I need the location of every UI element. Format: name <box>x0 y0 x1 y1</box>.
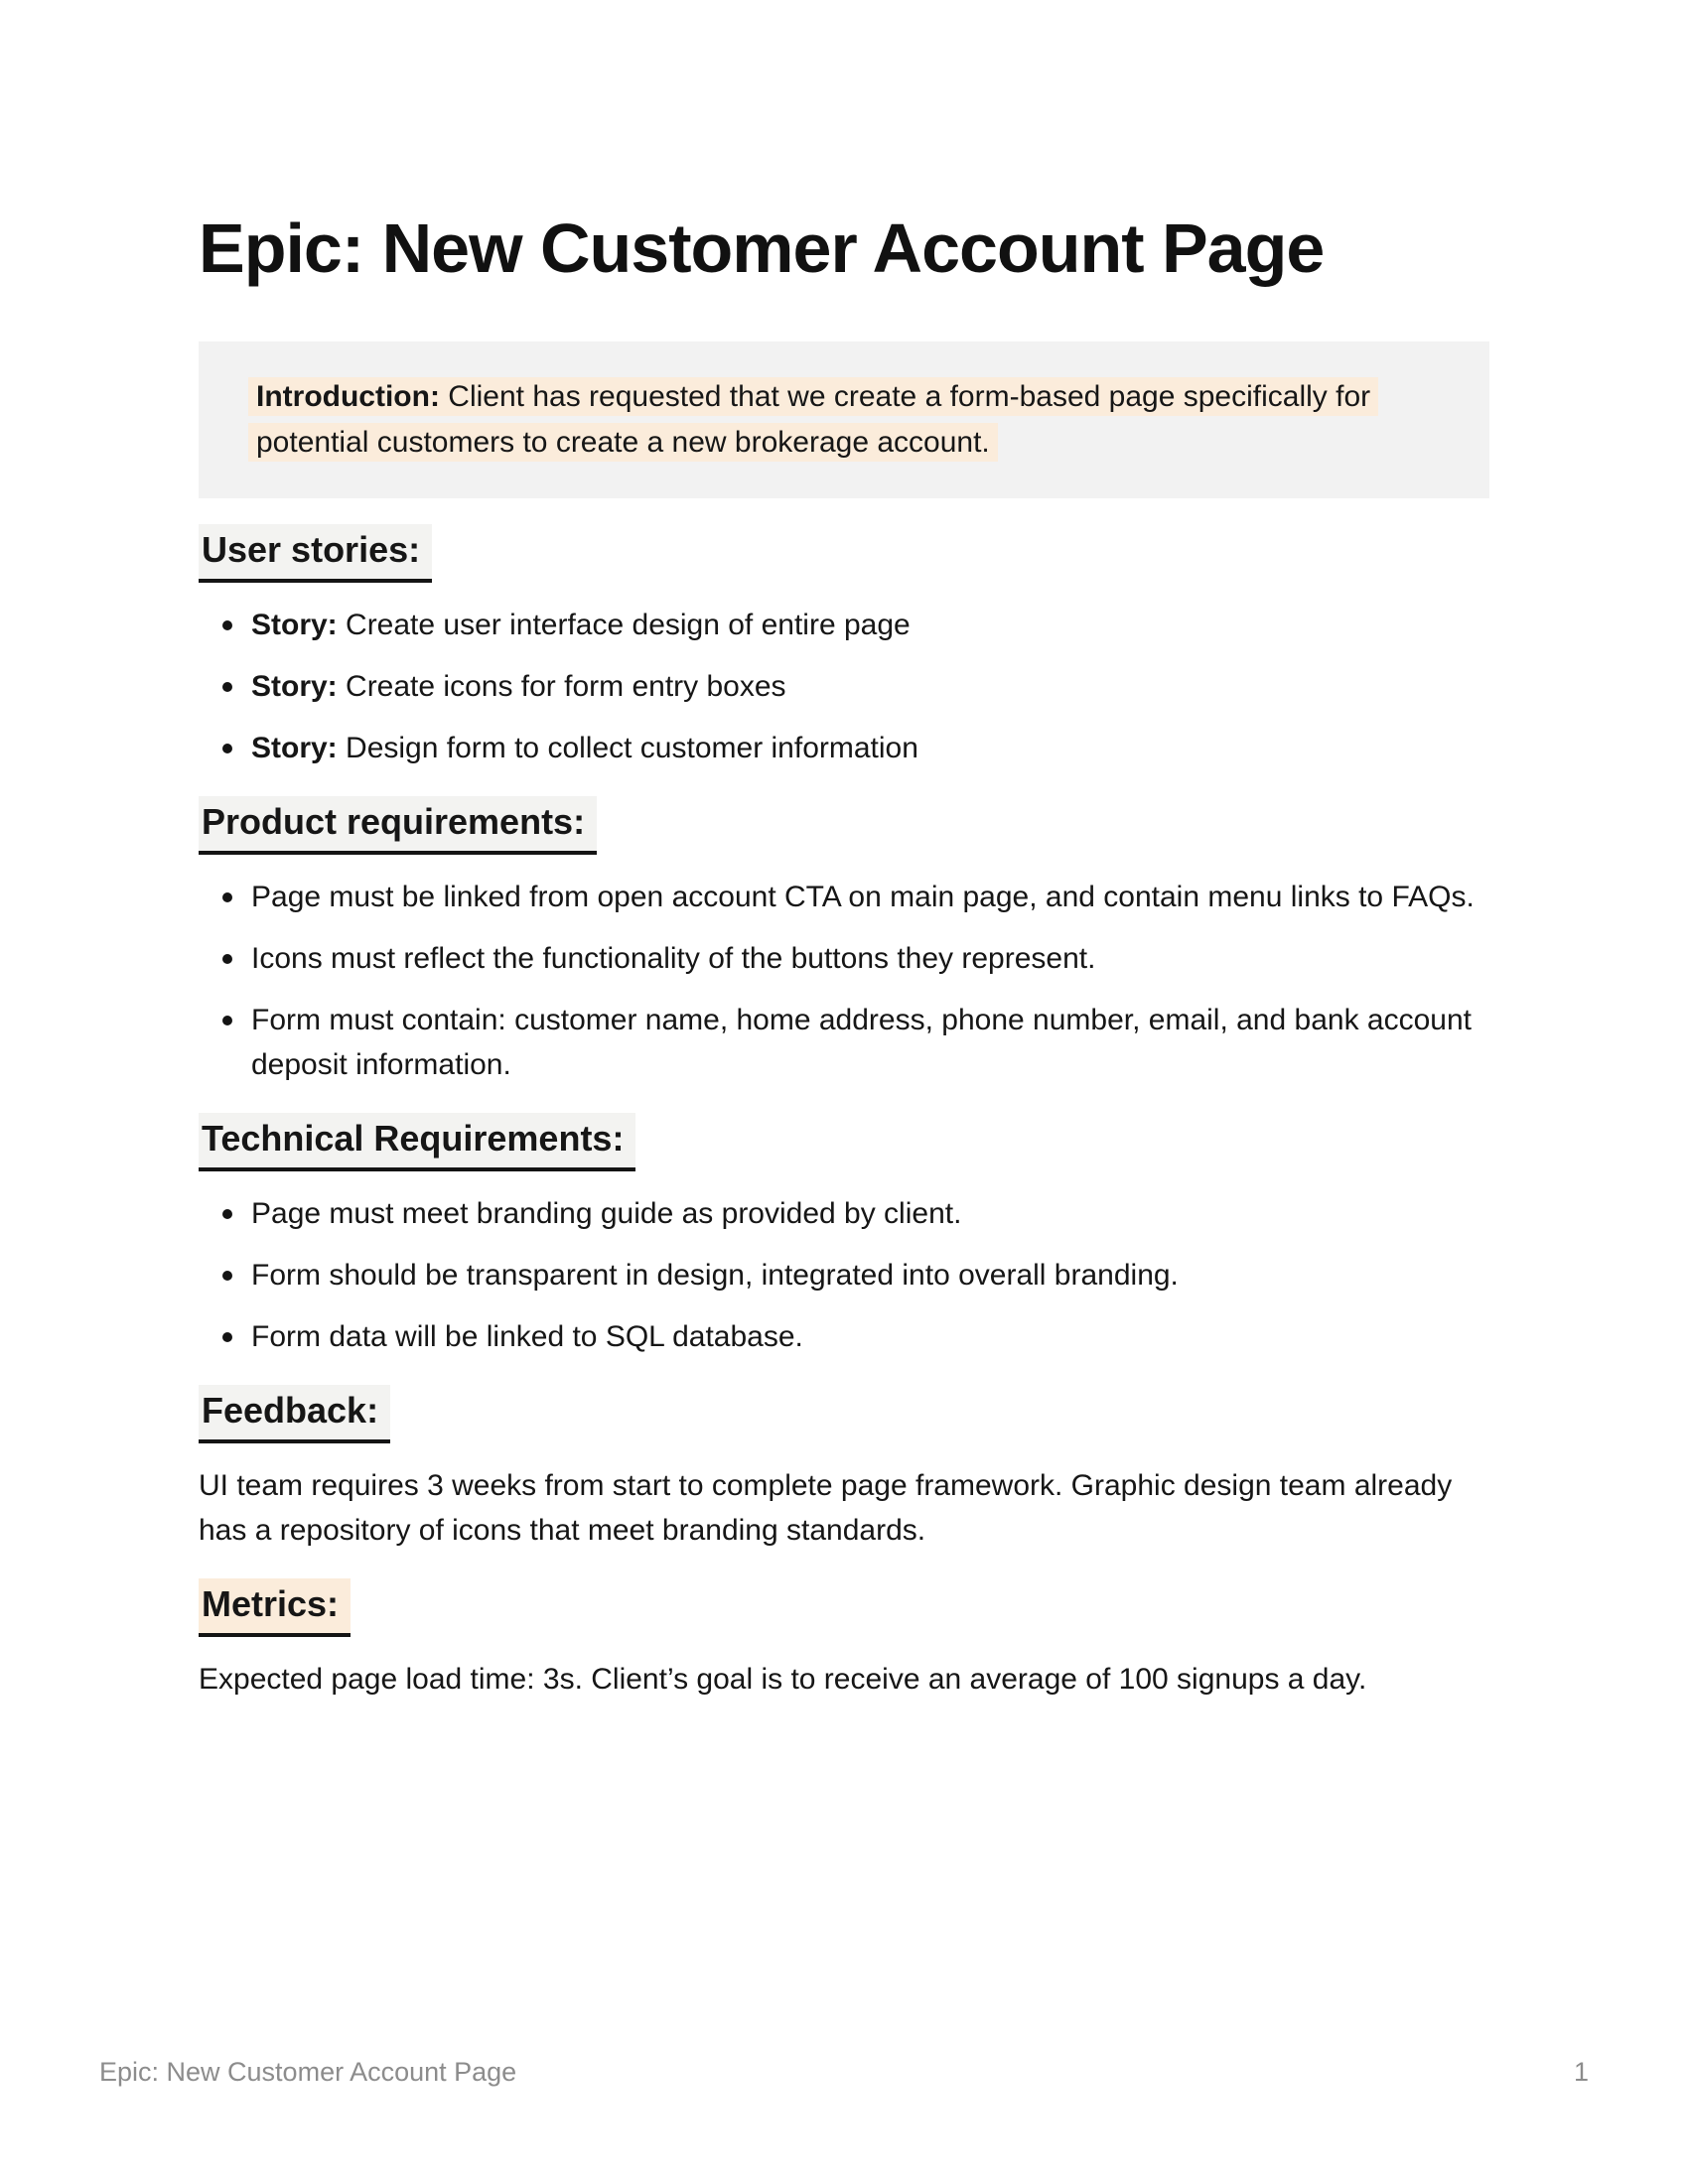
section-heading-user-stories: User stories: <box>199 524 1489 583</box>
bullet-text: Page must be linked from open account CTA on main page, and contain menu links to FAQs. <box>251 881 1475 913</box>
bullet-text: Create icons for form entry boxes <box>346 670 786 703</box>
footer-page-number: 1 <box>1573 2057 1589 2087</box>
bullet-text: Icons must reflect the functionality of the buttons they represent. <box>251 942 1096 975</box>
list-item <box>251 603 1489 647</box>
section-heading-feedback: Feedback: <box>199 1385 1489 1443</box>
bullet-text: Create user interface design of entire page <box>346 609 911 641</box>
technical-requirements-list <box>199 1191 1489 1359</box>
introduction-callout <box>199 341 1489 498</box>
section-heading-technical-requirements: Technical Requirements: <box>199 1113 1489 1171</box>
introduction-text: Client has requested that we create a form-based page specifically for potential customers to create a new brokerage account. <box>256 380 1371 459</box>
bullet-label: Story: <box>251 670 338 703</box>
page-title: Epic: New Customer Account Page <box>199 209 1325 287</box>
list-item <box>251 1314 1489 1359</box>
bullet-text: Design form to collect customer information <box>346 732 918 764</box>
list-item <box>251 664 1489 709</box>
bullet-text: Form should be transparent in design, integrated into overall branding. <box>251 1259 1179 1292</box>
product-requirements-list <box>199 875 1489 1087</box>
bullet-text: Form data will be linked to SQL database. <box>251 1320 803 1353</box>
bullet-label: Story: <box>251 732 338 764</box>
footer-document-title: Epic: New Customer Account Page <box>99 2057 517 2087</box>
user-stories-list <box>199 603 1489 770</box>
feedback-paragraph: UI team requires 3 weeks from start to complete page framework. Graphic design team already has a repository of icons that meet branding standards. <box>199 1469 1453 1547</box>
list-item <box>251 1191 1489 1236</box>
list-item <box>251 936 1489 981</box>
page-footer <box>99 2057 1589 2088</box>
section-heading-metrics: Metrics: <box>199 1578 1489 1637</box>
list-item <box>251 875 1489 919</box>
list-item <box>251 1253 1489 1297</box>
section-heading-product-requirements: Product requirements: <box>199 796 1489 855</box>
list-item <box>251 998 1489 1087</box>
bullet-text: Form must contain: customer name, home address, phone number, email, and bank account deposit information. <box>251 1004 1472 1081</box>
bullet-label: Story: <box>251 609 338 641</box>
list-item <box>251 726 1489 770</box>
bullet-text: Page must meet branding guide as provided by client. <box>251 1197 962 1230</box>
introduction-label: Introduction: <box>256 380 440 413</box>
metrics-paragraph: Expected page load time: 3s. Client’s goal is to receive an average of 100 signups a day. <box>199 1663 1367 1696</box>
introduction-highlighted-text <box>248 377 1378 462</box>
